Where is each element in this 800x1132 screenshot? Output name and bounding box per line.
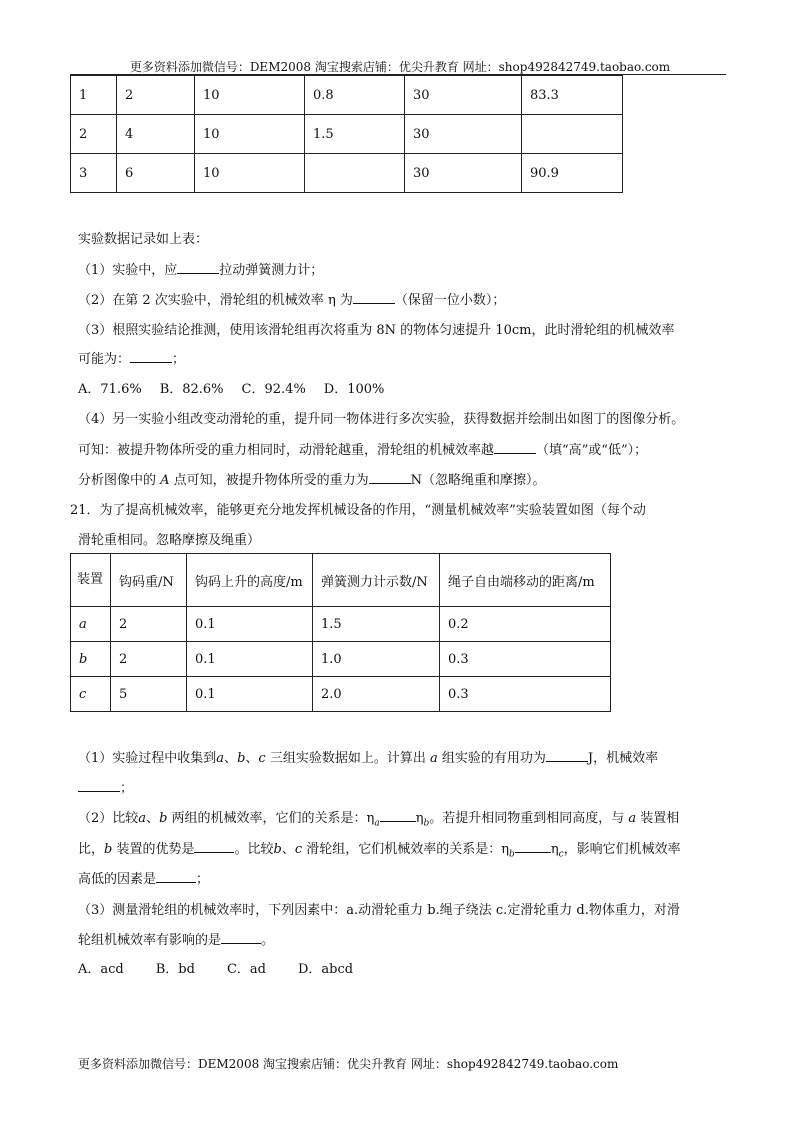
text: A [160,473,170,488]
table-header: 钩码上升的高度/m [187,554,313,607]
table-cell: 2 [111,642,187,677]
subscript: a [374,818,380,829]
table-cell: 2 [71,115,117,154]
subscript: c [558,849,564,860]
answer-blank [221,931,261,944]
text: a [138,811,147,826]
table-cell: c [71,677,111,712]
table-cell [522,115,623,154]
text: 装置的优势是 [112,842,195,857]
text: 三组实验数据如上。计算出 [265,751,430,766]
text: 比， [78,842,105,857]
text: 拉动弹簧测力计； [219,263,324,278]
option-a: A．acd [78,962,124,977]
data-table-2 [70,553,611,712]
table-cell: 2.0 [313,677,440,712]
text: 、 [281,842,295,857]
table-cell: a [71,607,111,642]
table-header: 弹簧测力计示数/N [313,554,440,607]
text: 、 [146,811,160,826]
table-cell: 0.3 [440,642,611,677]
answer-blank [494,441,536,454]
page-header: 更多资料添加微信号：DEM2008 淘宝搜索店铺：优尖升教育 网址：shop492842749.taobao.com [129,60,671,74]
table-cell: 1.5 [313,607,440,642]
table-header: 绳子自由端移动的距离/m [440,554,611,607]
text: （填“高”或“低”）； [536,443,648,458]
text: a [628,811,637,826]
q20-intro: 实验数据记录如上表： [78,232,209,247]
table-cell: 1 [71,76,117,115]
option-c: C．ad [226,962,266,977]
answer-blank [369,471,411,484]
option-c: C．92.4% [241,382,306,397]
text: （1）实验过程中收集到 [78,751,217,766]
text: （2）比较 [78,811,139,826]
option-b: B．82.6% [159,382,224,397]
text: 轮组机械效率有影响的是 [78,933,222,948]
text: 两组的机械效率，它们的关系是：η [167,811,375,826]
table-cell: 30 [405,115,522,154]
q20-part3: （3）根照实验结论推测，使用该滑轮组再次将重为 8N 的物体匀速提升 10cm，此时滑轮组的机械效率 [78,323,675,338]
q21-title: 21．为了提高机械效率，能够更充分地发挥机械设备的作用，“测量机械效率”实验装置如图（每个动 [70,503,646,518]
text: η [550,842,559,857]
q20-part3-cont [78,348,185,367]
text: 点可知，被提升物体所受的重力为 [169,473,369,488]
table-row [71,115,623,154]
q20-part4-cont2 [78,469,546,488]
table-cell: 10 [195,76,305,115]
answer-blank [78,779,120,792]
option-a: A．71.6% [78,382,142,397]
text: 、 [245,751,259,766]
text: 。比较 [234,842,274,857]
data-table-1 [70,75,623,193]
text: b [273,842,282,857]
answer-blank [130,350,172,363]
table-cell: 83.3 [522,76,623,115]
table-header [71,554,111,607]
text: （2）在第 2 次实验中，滑轮组的机械效率 η 为 [78,293,353,308]
text: 可能为： [78,352,131,367]
text: 可知：被提升物体所受的重力相同时，动滑轮越重，滑轮组的机械效率越 [78,443,495,458]
text: N（忽略绳重和摩擦）。 [410,473,546,488]
text: b [104,842,113,857]
table-cell: 30 [405,76,522,115]
q20-part4: （4）另一实验小组改变动滑轮的重，提升同一物体进行多次实验，获得数据并绘制出如图丁的图像分析。 [78,412,685,427]
text: 分析图像中的 [78,473,161,488]
table-cell: b [71,642,111,677]
table-cell: 30 [405,154,522,193]
text: 。 [261,933,275,948]
table-cell: 2 [117,76,195,115]
subscript: b [509,849,515,860]
page-footer: 更多资料添加微信号：DEM2008 淘宝搜索店铺：优尖升教育 网址：shop492842749.taobao.com [78,1057,619,1071]
text: 装置相 [636,811,680,826]
text: （保留一位小数）； [394,293,506,308]
text: ，影响它们机械效率 [563,842,681,857]
q20-options [78,378,402,397]
table-cell: 6 [117,154,195,193]
text: a [216,751,225,766]
text: 。若提升相同物重到相同高度，与 [429,811,629,826]
q21-part2 [78,807,679,829]
subscript: b [423,818,430,829]
q21-part3-cont [78,929,274,948]
text: η [415,811,424,826]
table-cell: 10 [195,154,305,193]
text: J，机械效率 [587,751,659,766]
option-d: D．100% [323,382,385,397]
option-d: D．abcd [297,962,354,977]
text: ； [172,352,186,367]
table-row [71,642,611,677]
table-header-row [71,554,611,607]
q20-part1 [78,259,323,278]
text: b [237,751,246,766]
text: 组实验的有用功为 [437,751,546,766]
table-cell: 0.8 [305,76,405,115]
table-cell: 2 [111,607,187,642]
text: ； [196,872,210,887]
answer-blank [194,840,234,853]
text: （1）实验中，应 [78,263,178,278]
q21-part2-cont2 [78,868,209,887]
table-cell: 0.1 [187,677,313,712]
table-cell: 0.2 [440,607,611,642]
table-cell: 10 [195,115,305,154]
option-b: B．bd [155,962,195,977]
table-row [71,154,623,193]
q20-part4-cont [78,439,647,458]
table-row [71,76,623,115]
table-header: 钩码重/N [111,554,187,607]
table-cell: 5 [111,677,187,712]
text: 装置 [77,572,104,587]
table-cell: 0.1 [187,642,313,677]
q21-options [78,958,371,977]
table-cell: 3 [71,154,117,193]
q21-part1 [78,747,658,766]
table-cell [305,154,405,193]
answer-blank [546,749,588,762]
text: ； [120,781,134,796]
text: a [429,751,438,766]
text: 、 [224,751,238,766]
table-cell: 90.9 [522,154,623,193]
answer-blank [156,870,196,883]
answer-blank [515,840,551,853]
table-cell: 0.1 [187,607,313,642]
text: c [294,842,303,857]
table-cell: 0.3 [440,677,611,712]
answer-blank [177,261,219,274]
text: 高低的因素是 [78,872,157,887]
text: b [159,811,168,826]
table-cell: 1.0 [313,642,440,677]
q21-part1-cont [78,777,133,796]
q20-part2 [78,289,505,308]
q21-part3: （3）测量滑轮组的机械效率时，下列因素中：a.动滑轮重力 b.绳子绕法 c.定滑轮重力 d.物体重力，对滑 [78,903,680,918]
table-cell: 4 [117,115,195,154]
table-cell: 1.5 [305,115,405,154]
answer-blank [353,291,395,304]
table-row [71,607,611,642]
q21-title-cont: 滑轮重相同。忽略摩擦及绳重） [78,533,261,548]
text: 滑轮组，它们机械效率的关系是：η [302,842,510,857]
table-row [71,677,611,712]
text: c [258,751,266,766]
answer-blank [380,809,416,822]
q21-part2-cont [78,838,681,860]
